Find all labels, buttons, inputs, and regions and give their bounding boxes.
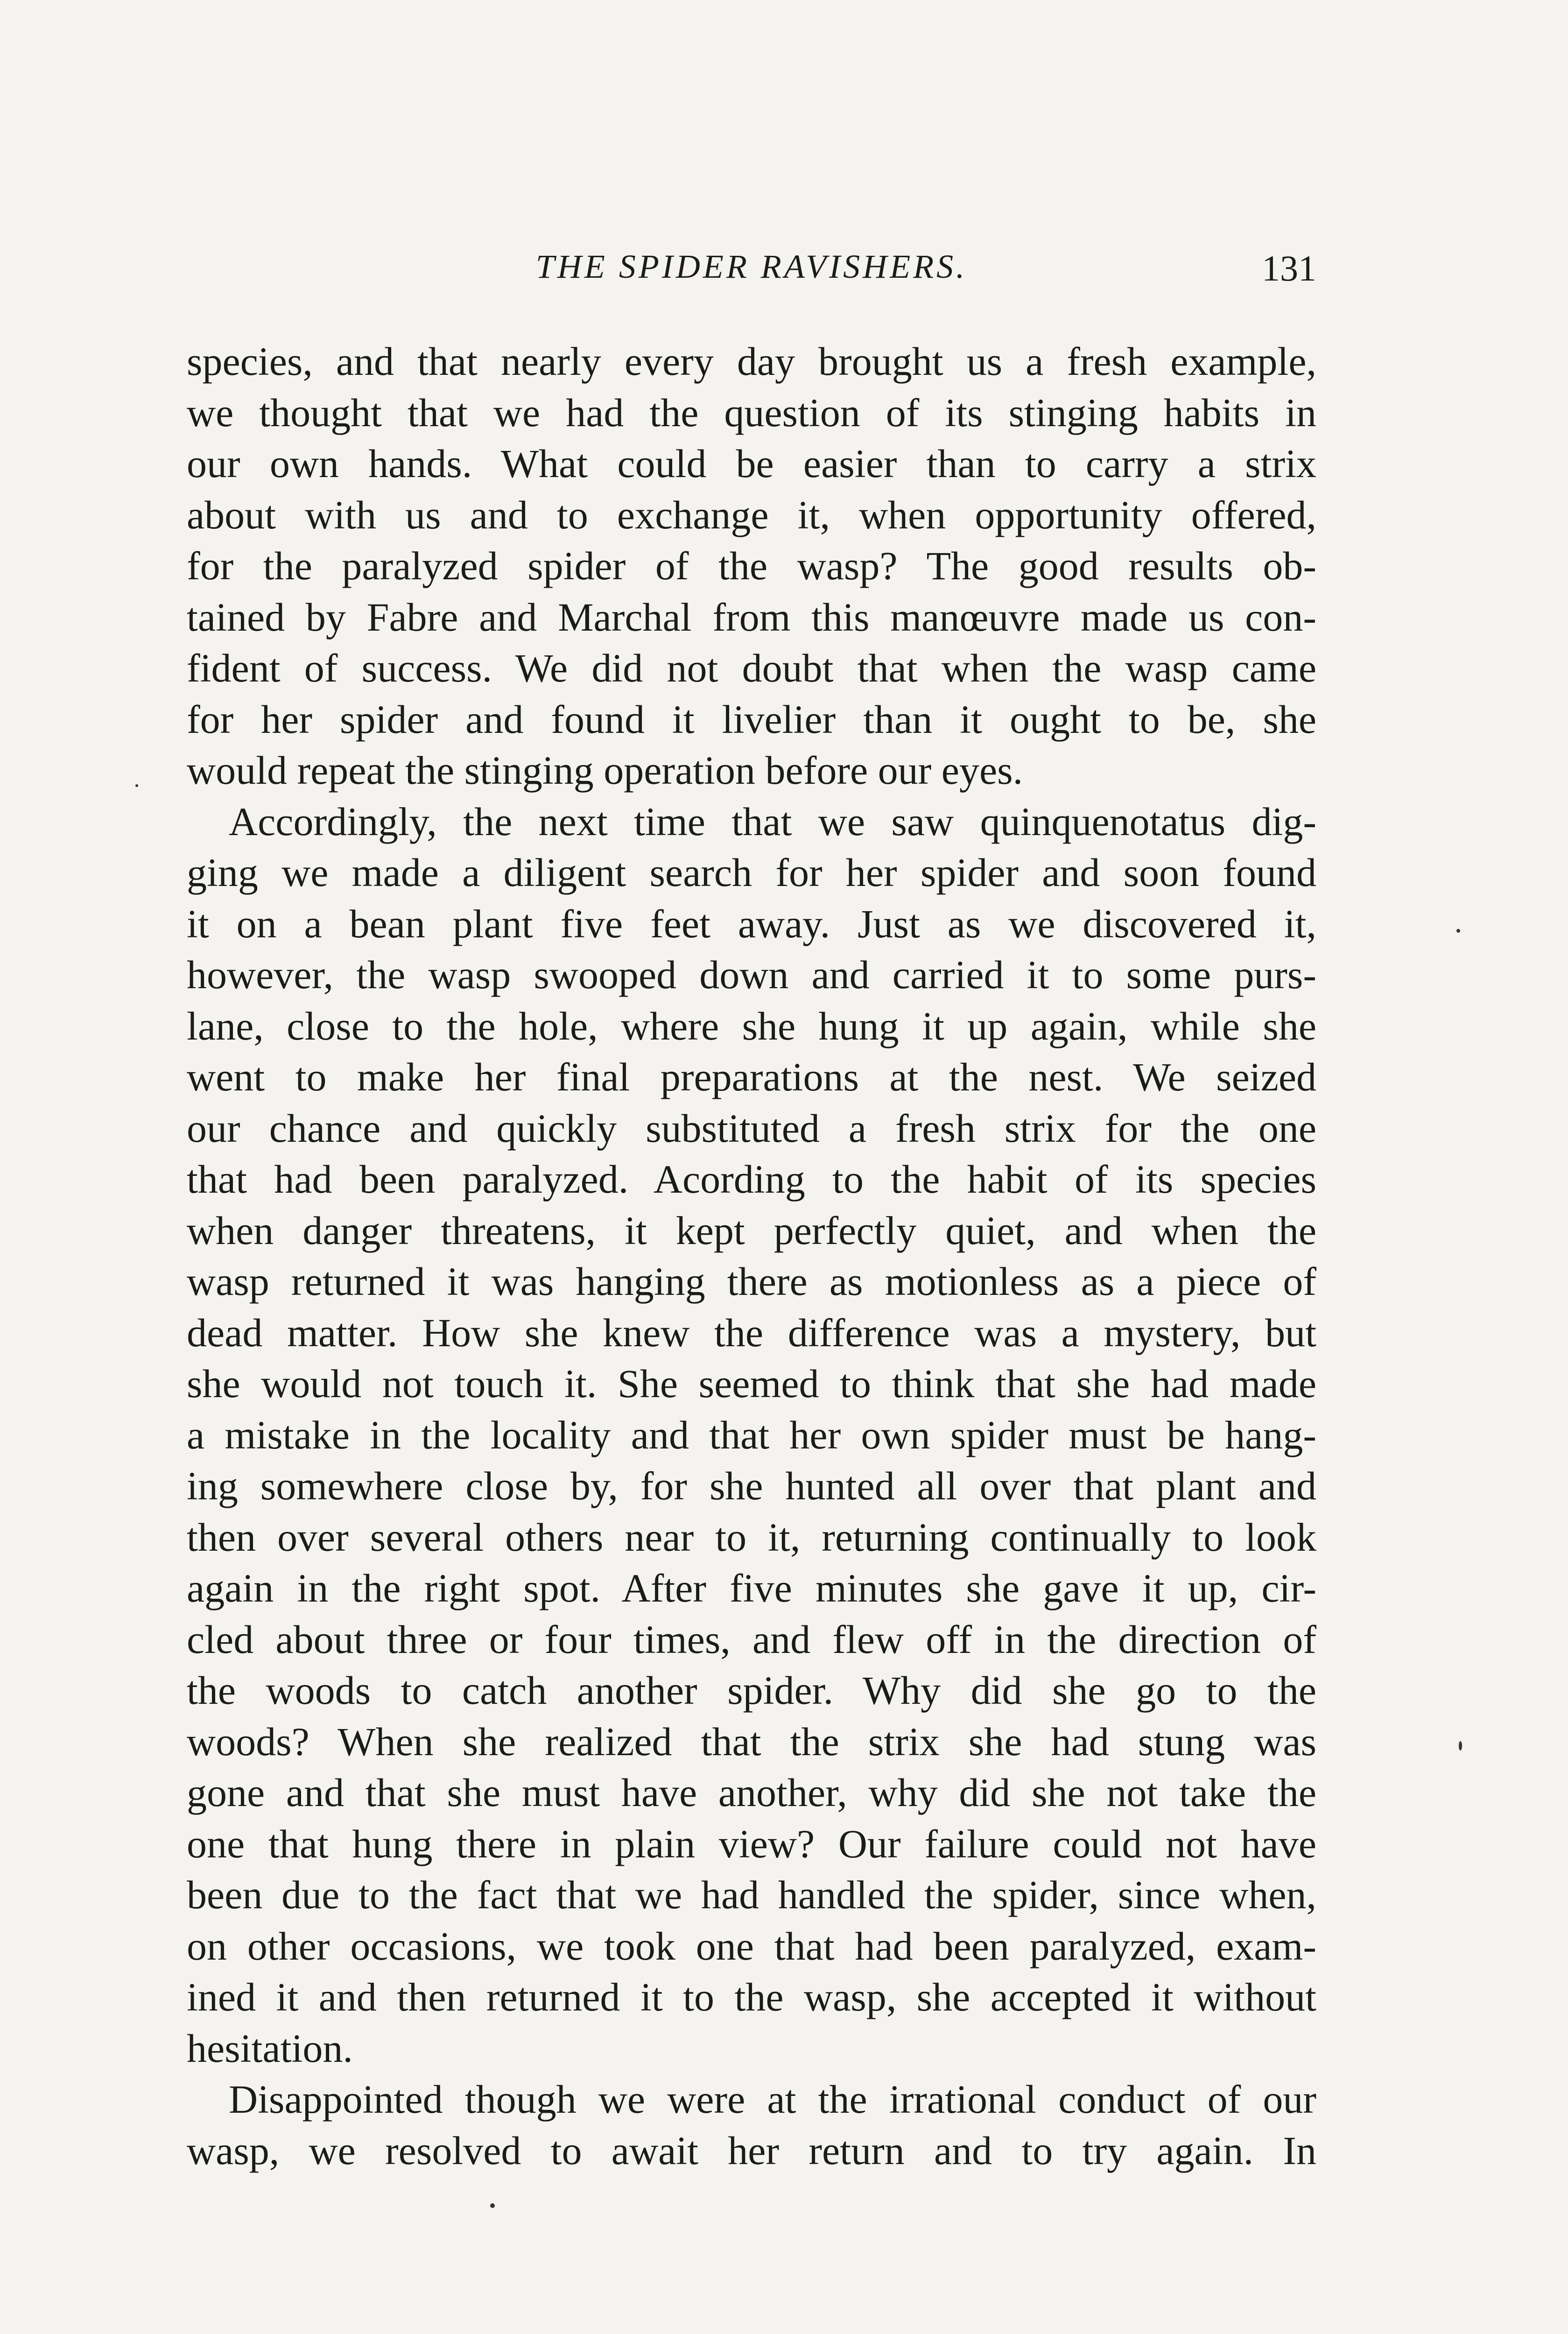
text-line: on other occasions, we took one that had been paralyzed, exam- (187, 1923, 1316, 1968)
text-line: our chance and quickly substituted a fresh strix for the one (187, 1105, 1316, 1151)
text-line: gone and that she must have another, why did she not take the (187, 1770, 1316, 1815)
text-line: been due to the fact that we had handled the spider, since when, (187, 1872, 1316, 1917)
text-line: Disappointed though we were at the irrational conduct of our (229, 2077, 1316, 2122)
text-line: that had been paralyzed. Acording to the habit of its species (187, 1157, 1316, 1202)
text-line: dead matter. How she knew the difference was a mystery, but (187, 1310, 1316, 1355)
text-line: cled about three or four times, and flew off in the direction of (187, 1617, 1316, 1662)
text-line: however, the wasp swooped down and carried it to some purs- (187, 952, 1316, 997)
text-line: species, and that nearly every day brought us a fresh example, (187, 339, 1316, 384)
text-line: again in the right spot. After five minutes she gave it up, cir- (187, 1566, 1316, 1610)
page-header (187, 247, 1316, 294)
text-line: hesitation. (187, 2025, 353, 2071)
text-line: for the paralyzed spider of the wasp? The good results ob- (187, 543, 1316, 588)
text-line: would repeat the stinging operation before our eyes. (187, 748, 1023, 793)
text-line: when danger threatens, it kept perfectly quiet, and when the (187, 1208, 1316, 1253)
text-line: a mistake in the locality and that her own spider must be hang- (187, 1412, 1316, 1457)
paragraph (187, 2074, 1316, 2176)
paragraph (187, 796, 1316, 2074)
text-line: ined it and then returned it to the wasp, she accepted it without (187, 1975, 1316, 2019)
paper-speck (135, 784, 138, 787)
body-text (187, 336, 1316, 2176)
paper-speck (1456, 929, 1460, 933)
text-line: fident of success. We did not doubt that when the wasp came (187, 646, 1316, 690)
text-line: woods? When she realized that the strix she had stung was (187, 1719, 1316, 1764)
paper-speck (490, 2203, 495, 2208)
text-line: tained by Fabre and Marchal from this manœuvre made us con- (187, 594, 1316, 640)
paragraph (187, 336, 1316, 796)
text-line: ing somewhere close by, for she hunted all over that plant and (187, 1463, 1316, 1508)
text-line: she would not touch it. She seemed to think that she had made (187, 1361, 1316, 1406)
text-line: Accordingly, the next time that we saw quinquenotatus dig- (229, 799, 1316, 844)
text-line: for her spider and found it livelier than it ought to be, she (187, 696, 1316, 742)
text-line: ging we made a diligent search for her spider and soon found (187, 850, 1316, 895)
text-line: it on a bean plant five feet away. Just as we discovered it, (187, 901, 1316, 946)
paper-speck (1459, 1741, 1462, 1750)
text-line: our own hands. What could be easier than to carry a strix (187, 441, 1316, 486)
text-line: wasp, we resolved to await her return and to try again. In (187, 2128, 1316, 2173)
text-line: lane, close to the hole, where she hung it up again, while she (187, 1003, 1316, 1048)
page-number: 131 (1262, 248, 1316, 288)
text-line: then over several others near to it, returning continually to look (187, 1514, 1316, 1560)
text-line: the woods to catch another spider. Why did she go to the (187, 1668, 1316, 1713)
text-line: one that hung there in plain view? Our failure could not have (187, 1821, 1316, 1866)
text-line: went to make her final preparations at the nest. We seized (187, 1055, 1316, 1099)
text-line: about with us and to exchange it, when opportunity offered, (187, 492, 1316, 537)
text-line: wasp returned it was hanging there as motionless as a piece of (187, 1259, 1316, 1304)
text-line: we thought that we had the question of its stinging habits in (187, 390, 1316, 435)
running-head: THE SPIDER RAVISHERS. (535, 248, 968, 285)
